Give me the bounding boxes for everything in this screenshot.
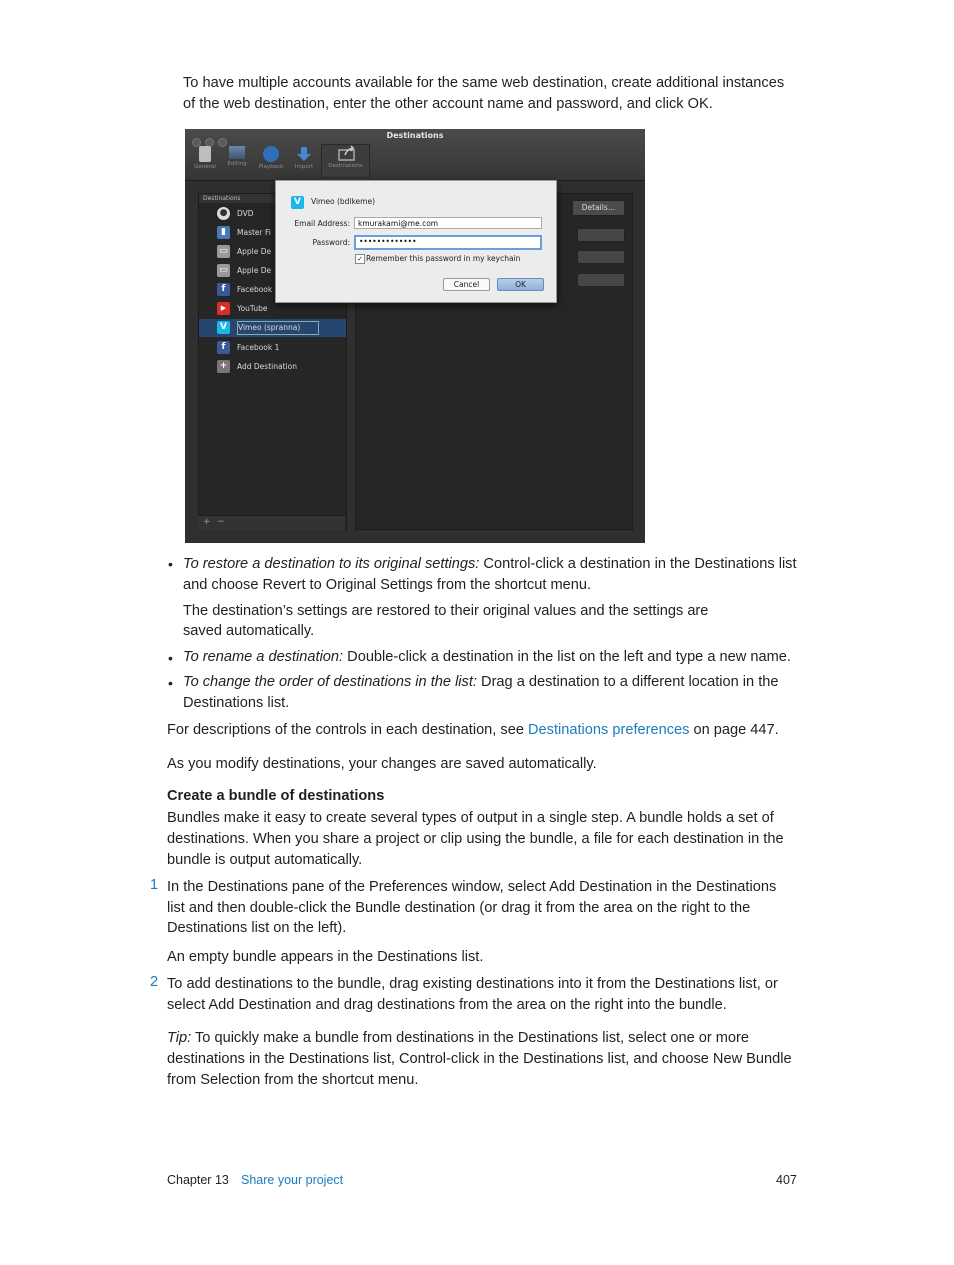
- restore-result-line-2: saved automatically.: [183, 623, 315, 639]
- add-destination-button[interactable]: +: [203, 517, 211, 527]
- list-item-label: Master Fi: [237, 228, 271, 237]
- remember-password-label: Remember this password in my keychain: [366, 254, 521, 263]
- details-button[interactable]: Details…: [572, 200, 625, 216]
- playback-icon: [263, 146, 279, 162]
- facebook-icon: f: [217, 341, 230, 354]
- settings-popup-2[interactable]: [577, 250, 625, 264]
- list-item-facebook-1[interactable]: [199, 339, 346, 357]
- tip-line-3: from Selection from the shortcut menu.: [167, 1072, 419, 1088]
- list-item-add-destination[interactable]: [199, 358, 346, 376]
- bullet: •: [168, 556, 173, 572]
- desc-pre: For descriptions of the controls in each destination, see: [167, 722, 528, 738]
- film-icon: ▮: [217, 226, 230, 239]
- bullet-restore-line-2: and choose Revert to Original Settings from the shortcut menu.: [183, 577, 592, 593]
- tip-label: Tip:: [167, 1030, 192, 1046]
- remove-destination-button[interactable]: −: [217, 517, 225, 527]
- dvd-icon: ●: [217, 207, 230, 220]
- destinations-list-header: Destinations: [199, 194, 346, 203]
- tab-destinations[interactable]: [321, 144, 370, 178]
- list-item-label: Add Destination: [237, 362, 297, 371]
- window-title: Destinations: [386, 131, 444, 140]
- step-1-result: An empty bundle appears in the Destinations list.: [167, 949, 484, 965]
- footer-chapter: Chapter 13: [167, 1173, 229, 1187]
- list-item-vimeo[interactable]: [199, 319, 346, 337]
- bullet-reorder-text: Drag a destination to a different location in the: [476, 674, 779, 690]
- list-item-label: Apple De: [237, 266, 272, 275]
- cancel-button[interactable]: Cancel: [443, 278, 490, 291]
- section-heading: Create a bundle of destinations: [167, 788, 385, 804]
- vimeo-icon: V: [217, 321, 230, 334]
- editing-icon: [229, 146, 245, 159]
- tab-general[interactable]: [189, 146, 221, 170]
- settings-popup-3[interactable]: [577, 273, 625, 287]
- tab-destinations-label: Destinations: [328, 163, 363, 169]
- step-1-line-3: Destinations list on the left).: [167, 920, 347, 936]
- settings-popup-1[interactable]: [577, 228, 625, 242]
- step-number: 2: [150, 974, 159, 990]
- youtube-icon: ▶: [217, 302, 230, 315]
- tab-playback[interactable]: [255, 146, 287, 170]
- bullet: •: [168, 650, 173, 666]
- section-line-1: Bundles make it easy to create several types of output in a single step. A bundle holds a set of: [167, 810, 774, 826]
- footer-chapter-title-link[interactable]: Share your project: [241, 1173, 344, 1187]
- bullet-restore-lead: To restore a destination to its original settings:: [183, 556, 480, 572]
- bullet-restore-text: Control-click a destination in the Destinations list: [479, 556, 797, 572]
- tab-import-label: Import: [294, 164, 314, 170]
- bullet-rename-text: Double-click a destination in the list on the left and type a new name.: [343, 649, 791, 665]
- tab-editing-label: Editing: [227, 161, 247, 167]
- section-line-2: destinations. When you share a project or clip using the bundle, a file for each destination in the: [167, 831, 784, 847]
- bullet-reorder: [183, 672, 779, 693]
- descriptions-paragraph: [167, 720, 779, 741]
- bullet-reorder-line-2: Destinations list.: [183, 695, 290, 711]
- tip-line-1: [167, 1028, 749, 1049]
- list-item-label[interactable]: Vimeo (spranna): [237, 321, 319, 335]
- account-sign-in-sheet: [275, 180, 557, 303]
- import-arrow-icon: [296, 146, 312, 162]
- step-1-line-1: In the Destinations pane of the Preferences window, select Add Destination in the Destinations: [167, 879, 777, 895]
- page-number: 407: [776, 1173, 797, 1187]
- destinations-preferences-link[interactable]: Destinations preferences: [528, 722, 690, 738]
- general-icon: [199, 146, 211, 162]
- tab-playback-label: Playback: [258, 164, 284, 170]
- desc-post: on page 447.: [689, 722, 779, 738]
- bullet-reorder-lead: To change the order of destinations in the list:: [183, 674, 477, 690]
- ok-button[interactable]: OK: [497, 278, 544, 291]
- step-2-line-1: To add destinations to the bundle, drag existing destinations into it from the Destinations list, or: [167, 976, 778, 992]
- password-label: Password:: [312, 238, 350, 247]
- restore-result-line-1: The destination’s settings are restored to their original values and the settings are: [183, 603, 709, 619]
- list-item-label: Facebook: [237, 285, 273, 294]
- remember-password-checkbox[interactable]: ✓: [355, 254, 365, 264]
- email-label: Email Address:: [294, 219, 350, 228]
- bullet: •: [168, 675, 173, 691]
- tab-editing[interactable]: [221, 146, 253, 167]
- facebook-icon: f: [217, 283, 230, 296]
- bullet-rename-lead: To rename a destination:: [183, 649, 344, 665]
- bullet-restore: [183, 554, 797, 575]
- list-item-label: Facebook 1: [237, 343, 280, 352]
- device-icon: ▭: [217, 264, 230, 277]
- device-icon: ▭: [217, 245, 230, 258]
- step-1-line-2: list and then double-click the Bundle destination (or drag it from the area on the right to the: [167, 900, 751, 916]
- bullet-rename: [183, 647, 791, 668]
- list-footer: [198, 515, 345, 530]
- add-icon: +: [217, 360, 230, 373]
- password-field[interactable]: •••••••••••••: [354, 235, 542, 250]
- tip-text: To quickly make a bundle from destinations in the Destinations list, select one or more: [191, 1030, 750, 1046]
- intro-line-2: of the web destination, enter the other account name and password, and click OK.: [183, 96, 713, 112]
- list-item-label: YouTube: [237, 304, 268, 313]
- email-field[interactable]: kmurakami@me.com: [354, 217, 542, 229]
- intro-line-1: To have multiple accounts available for the same web destination, create additional instances: [183, 75, 785, 91]
- tab-general-label: General: [194, 164, 216, 170]
- step-number: 1: [150, 877, 159, 893]
- window-toolbar: [185, 129, 645, 181]
- tab-import[interactable]: [288, 146, 320, 170]
- account-name: Vimeo (bdlkeme): [311, 197, 376, 206]
- autosave-paragraph: As you modify destinations, your changes are saved automatically.: [167, 756, 597, 772]
- tip-line-2: destinations in the Destinations list, Control-click in the Destinations list, and choose New Bundle: [167, 1051, 792, 1067]
- vimeo-icon: V: [291, 196, 304, 209]
- list-item-label: DVD: [237, 209, 254, 218]
- section-line-3: bundle is output automatically.: [167, 852, 363, 868]
- share-icon: [338, 145, 354, 161]
- list-item-label: Apple De: [237, 247, 272, 256]
- step-2-line-2: select Add Destination and drag destinations from the area on the right into the bundle.: [167, 997, 727, 1013]
- destinations-screenshot: [185, 129, 645, 543]
